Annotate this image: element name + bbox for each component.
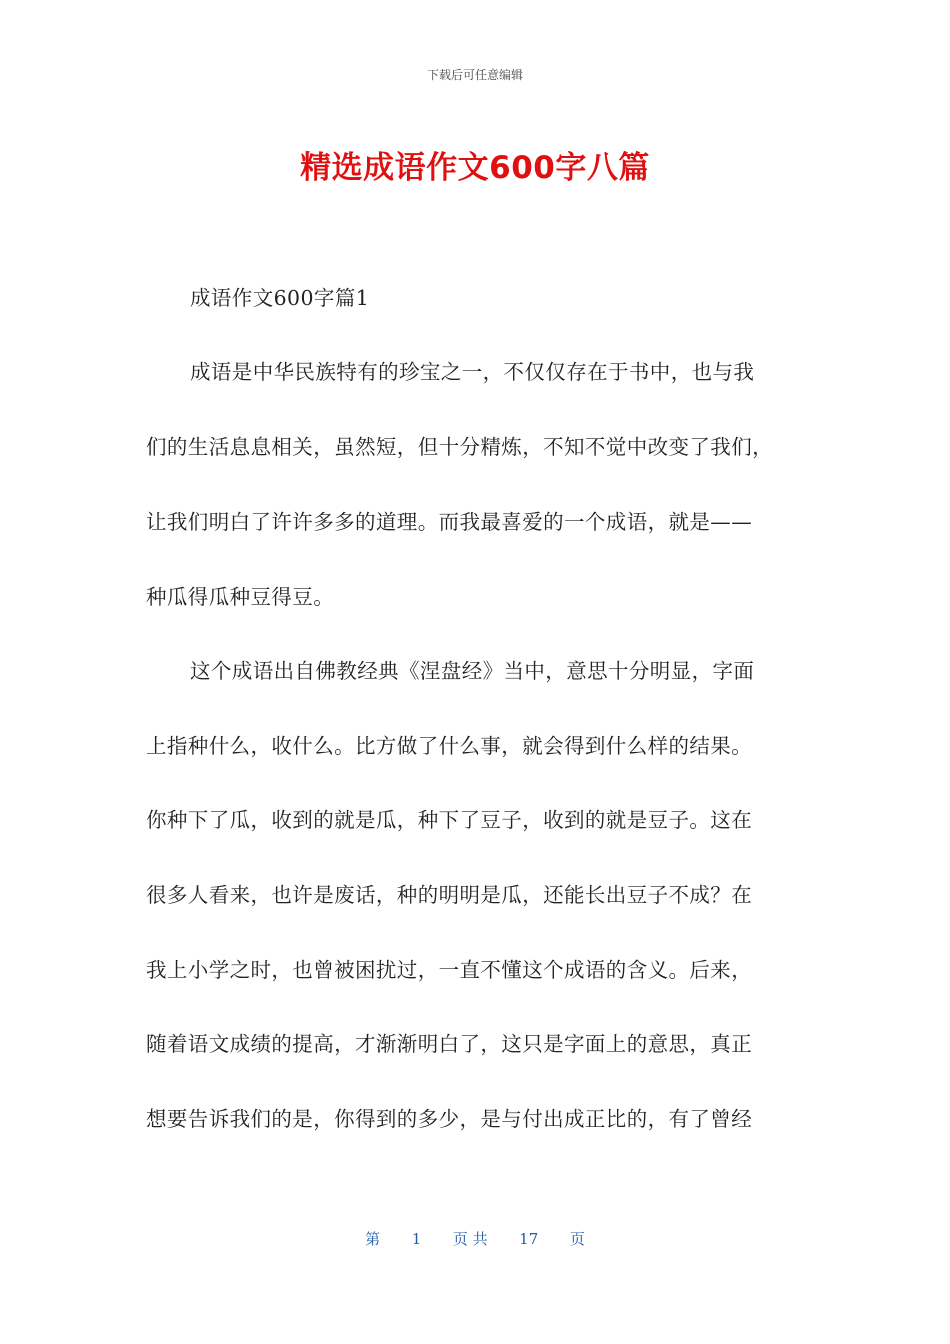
paragraph-line: 这个成语出自佛教经典《涅盘经》当中，意思十分明显，字面: [190, 659, 755, 683]
paragraph-line: 随着语文成绩的提高，才渐渐明白了，这只是字面上的意思，真正: [146, 1032, 753, 1056]
section-heading: 成语作文600字篇1: [190, 286, 370, 310]
current-page-number: 1: [411, 1230, 422, 1248]
footer-prefix: 第: [365, 1230, 381, 1248]
paragraph-line: 种瓜得瓜种豆得豆。: [146, 585, 335, 609]
paragraph-line: 让我们明白了许许多多的道理。而我最喜爱的一个成语，就是——: [146, 510, 753, 534]
total-pages-number: 17: [519, 1230, 539, 1248]
document-title: 精选成语作文600字八篇: [300, 150, 650, 186]
footer-suffix: 页: [569, 1230, 585, 1248]
page-header-note: 下载后可任意编辑: [426, 68, 523, 82]
footer-middle: 页 共: [452, 1230, 488, 1248]
paragraph-line: 想要告诉我们的是，你得到的多少，是与付出成正比的，有了曾经: [146, 1107, 753, 1131]
page-footer: [0, 1228, 950, 1249]
paragraph-line: 你种下了瓜，收到的就是瓜，种下了豆子，收到的就是豆子。这在: [146, 808, 753, 832]
paragraph-line: 上指种什么，收什么。比方做了什么事，就会得到什么样的结果。: [146, 734, 753, 758]
paragraph-line: 很多人看来，也许是废话，种的明明是瓜，还能长出豆子不成？在: [146, 883, 753, 907]
paragraph-line: 成语是中华民族特有的珍宝之一，不仅仅存在于书中，也与我: [190, 360, 755, 384]
paragraph-line: 们的生活息息相关，虽然短，但十分精炼，不知不觉中改变了我们，: [146, 435, 773, 459]
paragraph-line: 我上小学之时，也曾被困扰过，一直不懂这个成语的含义。后来，: [146, 958, 753, 982]
